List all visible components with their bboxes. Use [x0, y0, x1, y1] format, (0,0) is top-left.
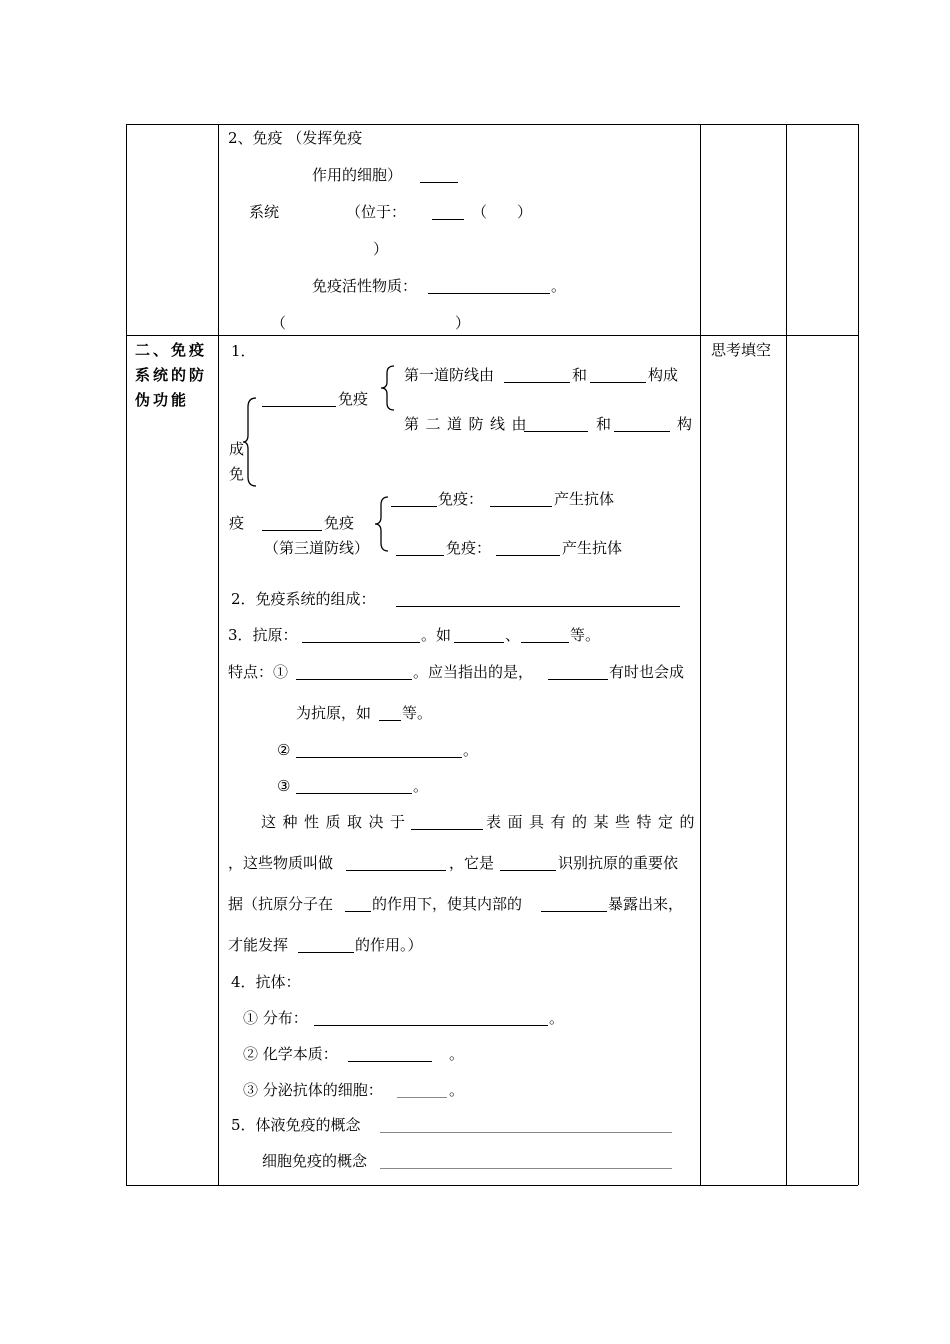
cellular-b: 产生抗体: [562, 539, 623, 557]
blank: [454, 642, 504, 643]
blank: [428, 293, 550, 294]
blank: [346, 870, 446, 871]
blank: [490, 506, 552, 507]
blank: [345, 911, 371, 912]
row1-line3-system: 系统: [249, 203, 280, 221]
brace-icon: [242, 397, 258, 487]
row-divider: [126, 335, 858, 336]
para1-b: 表面具有的某些特定的: [486, 813, 702, 831]
cellular-a: 免疫：: [446, 539, 492, 557]
row1-line4: ）: [373, 240, 389, 258]
col-border-3: [786, 124, 787, 1185]
blank: [296, 679, 412, 680]
blank: [298, 952, 354, 953]
blank: [614, 431, 670, 432]
blank: [262, 406, 336, 407]
feature-c: 有时也会成: [609, 663, 685, 681]
left-char-2: 免: [229, 465, 245, 483]
q3-b: 。如: [421, 626, 452, 644]
para4-b: 的作用。）: [355, 936, 423, 954]
blank: [521, 642, 569, 643]
q4-3: ③ 分泌抗体的细胞：: [243, 1081, 383, 1099]
q3-d: 等。: [570, 626, 601, 644]
q5-cellular: 细胞免疫的概念: [262, 1152, 368, 1170]
blank: [348, 1061, 432, 1062]
para3-b: 的作用下，使其内部的: [372, 895, 523, 913]
blank: [296, 793, 412, 794]
table-bottom-border: [126, 1185, 858, 1186]
blank: [380, 1132, 672, 1133]
table-top-border: [126, 124, 858, 125]
humoral-b: 产生抗体: [554, 490, 615, 508]
para2-b: ，它是: [449, 854, 495, 872]
blank: [500, 870, 556, 871]
second-line-b: 和: [596, 415, 612, 433]
second-line-c: 构: [677, 415, 693, 433]
blank: [590, 382, 646, 383]
circle-3: ③: [277, 777, 291, 795]
blank: [411, 829, 483, 830]
row1-line6-open: （: [271, 314, 287, 332]
feature2-a: 为抗原，如: [296, 704, 372, 722]
humoral-a: 免疫：: [438, 490, 484, 508]
q4-1: ① 分布：: [243, 1009, 308, 1027]
q2-label: 2．免疫系统的组成：: [231, 590, 376, 608]
innate-immunity: 免疫: [338, 390, 369, 408]
blank: [262, 530, 322, 531]
circle-2: ②: [277, 741, 291, 759]
row1-line1: 2、免疫 （发挥免疫: [228, 129, 363, 147]
blank: [496, 555, 560, 556]
second-line-a: 第二道防线由: [404, 415, 534, 433]
q4-2-end: 。: [449, 1045, 465, 1063]
circle-2-end: 。: [463, 741, 479, 759]
para3-c: 暴露出来，: [608, 895, 684, 913]
para4-a: 才能发挥: [228, 936, 289, 954]
row1-line3-paren-open: （: [472, 203, 488, 221]
row1-line5-end: 。: [551, 277, 567, 295]
q1-label: 1．: [231, 342, 256, 360]
col-border-1: [218, 124, 219, 1185]
row1-line5: 免疫活性物质：: [312, 277, 418, 295]
col-border-0: [126, 124, 127, 1185]
blank: [397, 1097, 447, 1098]
blank: [432, 219, 464, 220]
blank: [380, 1168, 672, 1169]
section-title-line3: 伪功能: [135, 391, 190, 409]
q4-label: 4．抗体：: [231, 973, 301, 991]
first-line-b: 和: [572, 366, 588, 384]
blank: [420, 182, 458, 183]
col-border-4: [858, 124, 859, 1185]
feature2-b: 等。: [402, 704, 433, 722]
blank: [314, 1025, 548, 1026]
section-title-line2: 系统的防: [135, 366, 208, 384]
q3-a: 3．抗原：: [228, 626, 298, 644]
para1-a: 这种性质取决于: [261, 813, 412, 831]
blank: [541, 911, 607, 912]
think-fill-label: 思考填空: [711, 341, 772, 359]
blank: [396, 555, 444, 556]
circle-3-end: 。: [413, 777, 429, 795]
left-char-1: 成: [229, 440, 245, 458]
blank: [504, 382, 570, 383]
left-char-3: 疫: [229, 514, 245, 532]
q4-2: ② 化学本质：: [243, 1045, 338, 1063]
section-title-line1: 二、免疫: [135, 341, 208, 359]
row1-line6-close: ）: [455, 314, 471, 332]
q3-c: 、: [505, 626, 521, 644]
brace-icon: [380, 365, 396, 411]
blank: [302, 642, 420, 643]
blank: [391, 506, 437, 507]
third-line: （第三道防线）: [264, 539, 370, 557]
para3-a: 据（抗原分子在: [228, 895, 334, 913]
q5-humoral: 5．体液免疫的概念: [231, 1116, 361, 1134]
q4-1-end: 。: [549, 1009, 565, 1027]
brace-icon: [374, 496, 390, 552]
blank: [396, 606, 680, 607]
para2-a: ，这些物质叫做: [228, 854, 334, 872]
blank: [379, 720, 401, 721]
row1-line3-location: （位于：: [346, 203, 407, 221]
row1-line3-paren-close: ）: [517, 203, 533, 221]
col-border-2: [700, 124, 701, 1185]
blank: [296, 757, 462, 758]
para2-c: 识别抗原的重要依: [558, 854, 679, 872]
feature-a: 特点：①: [228, 663, 289, 681]
row1-line2: 作用的细胞）: [312, 166, 403, 184]
first-line-a: 第一道防线由: [404, 366, 495, 384]
blank: [548, 679, 608, 680]
adaptive-immunity: 免疫: [324, 514, 355, 532]
q4-3-end: 。: [449, 1081, 465, 1099]
feature-b: 。应当指出的是，: [413, 663, 534, 681]
blank: [524, 431, 588, 432]
first-line-c: 构成: [648, 366, 679, 384]
